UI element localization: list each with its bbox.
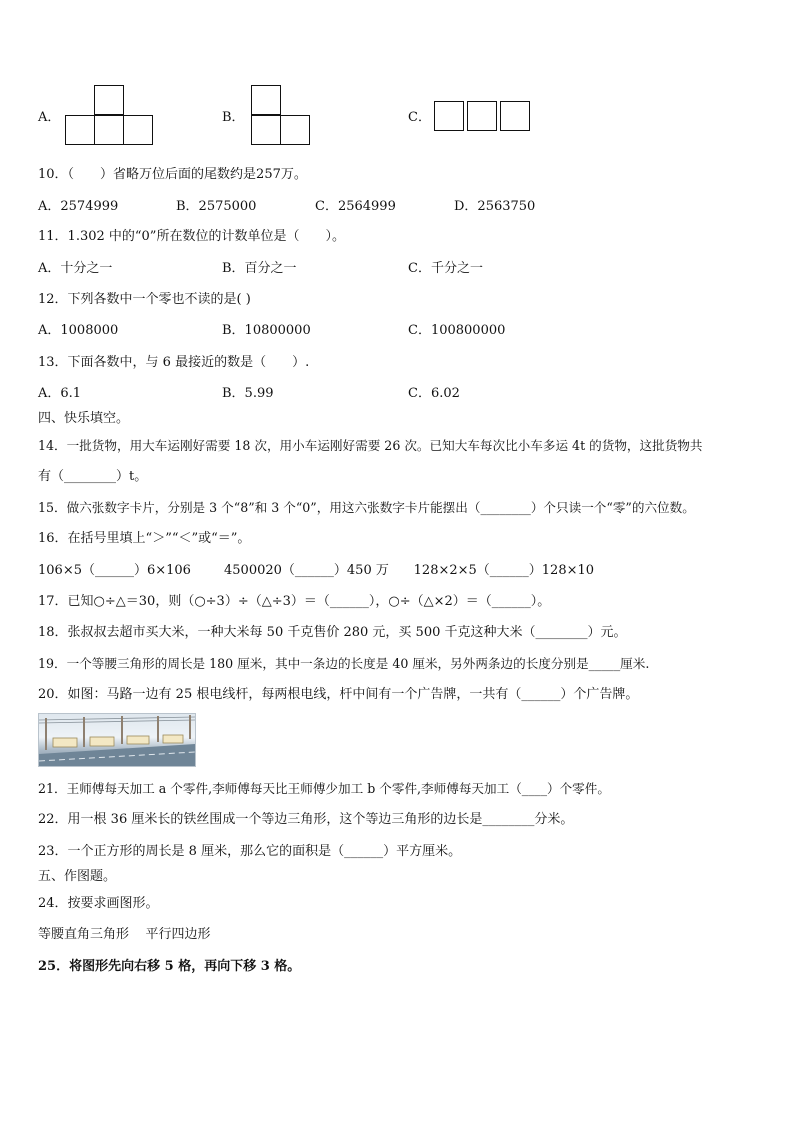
q16: 16．在括号里填上“＞”“＜”或“＝”。 [38, 531, 251, 546]
q22: 22．用一根 36 厘米长的铁丝围成一个等边三角形，这个等边三角形的边长是________分米。 [38, 812, 574, 827]
q11-option-b: B．百分之一 [222, 261, 297, 276]
q16-items: 106×5（______）6×106 4500020（______）450 万 128×2×5（______）128×10 [38, 563, 595, 578]
q9-option-b-label: B． [222, 110, 245, 125]
q12-option-c: C．100800000 [408, 323, 506, 338]
q13-stem: 13．下面各数中，与 6 最接近的数是（ ）. [38, 355, 310, 370]
street-illustration [38, 713, 196, 767]
section-four-heading: 四、快乐填空。 [38, 411, 130, 426]
q24-items: 等腰直角三角形 平行四边形 [38, 927, 211, 942]
street-poles-and-billboards [39, 714, 195, 766]
q10-option-b: B．2575000 [176, 199, 257, 214]
q18: 18．张叔叔去超市买大米，一种大米每 50 千克售价 280 元，买 500 千克这种大米（________）元。 [38, 625, 627, 640]
q9-option-a-label: A． [38, 110, 61, 125]
q12-option-b: B．10800000 [222, 323, 311, 338]
q17: 17．已知○÷△＝30，则（○÷3）÷（△÷3）＝（______），○÷（△×2）＝（______）。 [38, 594, 551, 609]
q13-option-a: A．6.1 [38, 386, 82, 401]
q9-option-c-label: C． [408, 110, 431, 125]
q10-option-c: C．2564999 [315, 199, 396, 214]
q14-line-1: 14．一批货物，用大车运刚好需要 18 次，用小车运刚好需要 26 次。已知大车每次比小车多运 4t 的货物，这批货物共 [38, 438, 703, 453]
q25: 25．将图形先向右移 5 格，再向下移 3 格。 [38, 959, 301, 974]
q12-stem: 12．下列各数中一个零也不读的是( ) [38, 292, 251, 307]
q15: 15．做六张数字卡片，分别是 3 个“8”和 3 个“0”，用这六张数字卡片能摆出（________）个只读一个“零”的六位数。 [38, 500, 695, 515]
q24: 24．按要求画图形。 [38, 896, 159, 911]
q10-stem: 10．（ ）省略万位后面的尾数约是257万。 [38, 167, 307, 182]
q21: 21．王师傅每天加工 a 个零件,李师傅每天比王师傅少加工 b 个零件,李师傅每天加工（____）个零件。 [38, 781, 610, 796]
q11-option-a: A．十分之一 [38, 261, 113, 276]
q13-option-b: B．5.99 [222, 386, 274, 401]
q20: 20．如图：马路一边有 25 根电线杆，每两根电线，杆中间有一个广告牌，一共有（______）个广告牌。 [38, 687, 639, 702]
q13-option-c: C．6.02 [408, 386, 460, 401]
q19: 19．一个等腰三角形的周长是 180 厘米，其中一条边的长度是 40 厘米，另外两条边的长度分别是_____厘米. [38, 656, 650, 671]
q11-stem: 11．1.302 中的“0”所在数位的计数单位是（ ）。 [38, 229, 345, 244]
q10-option-a: A．2574999 [38, 199, 119, 214]
q23: 23．一个正方形的周长是 8 厘米，那么它的面积是（______）平方厘米。 [38, 844, 462, 859]
q12-option-a: A．1008000 [38, 323, 119, 338]
q11-option-c: C．千分之一 [408, 261, 483, 276]
section-five-heading: 五、作图题。 [38, 869, 117, 884]
q10-option-d: D．2563750 [454, 199, 536, 214]
q14-line-2: 有（________）t。 [38, 469, 148, 484]
